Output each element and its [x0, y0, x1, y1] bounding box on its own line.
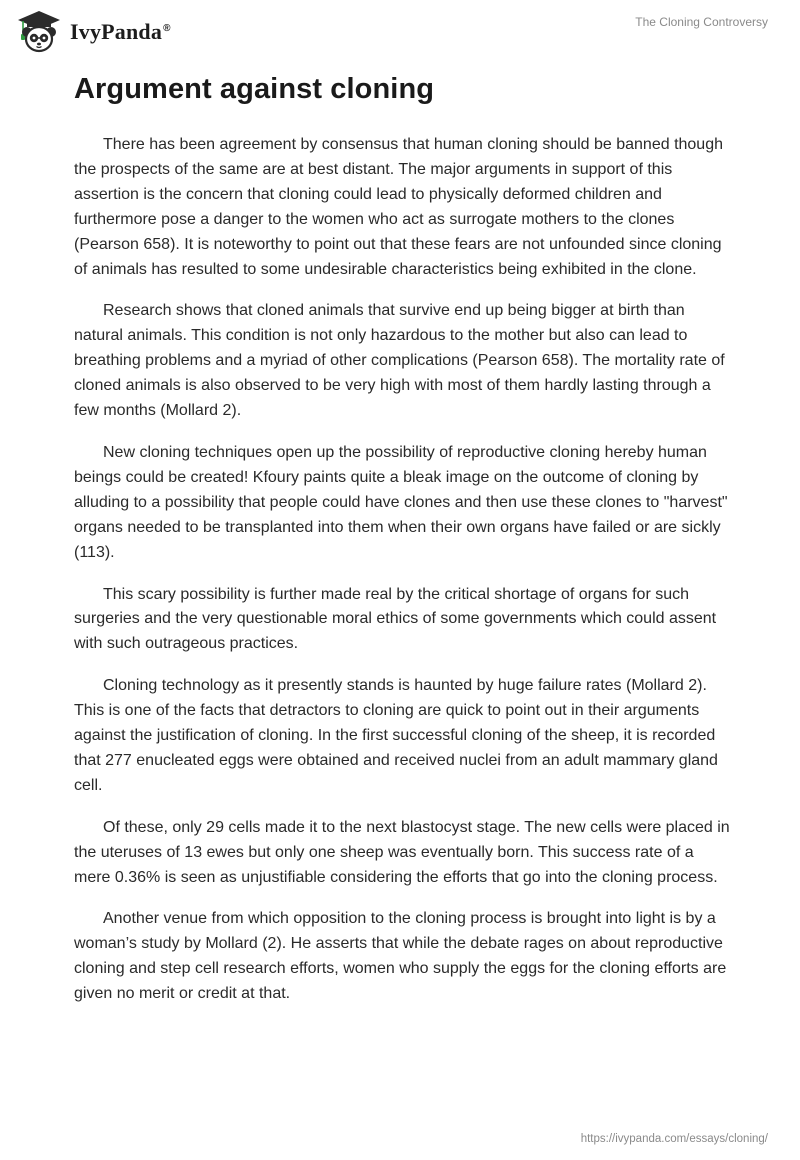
page-header: [0, 0, 800, 60]
page-title: Argument against cloning: [74, 73, 435, 105]
paragraph: Of these, only 29 cells made it to the next blastocyst stage. The new cells were placed in the uteruses of 13 ewes but only one sheep was eventually born. This success rate of a mere 0.36% is seen as unjustifiable considering the efforts that go into the cloning process.: [74, 818, 730, 886]
paragraph: This scary possibility is further made real by the critical shortage of organs for such surgeries and the very questionable moral ethics of some governments which could assent with such outrageous practices.: [74, 585, 717, 653]
paragraph: New cloning techniques open up the possibility of reproductive cloning hereby human beings could be created! Kfoury paints quite a bleak image on the outcome of cloning by alluding to a possibility that people could have clones and then use these clones to "harvest" organs needed to be transplanted into them when their own organs have failed or are sickly (113).: [74, 443, 728, 561]
panda-graduate-icon: [14, 8, 64, 54]
paragraph: Cloning technology as it presently stands is haunted by huge failure rates (Mollard 2). This is one of the facts that detractors to cloning are quick to point out in their arguments against the justification of cloning. In the first successful cloning of the sheep, it is recorded that 277 enucleated eggs were obtained and received nuclei from an adult mammary gland cell.: [74, 677, 718, 794]
running-title: The Cloning Controversy: [635, 15, 768, 29]
paragraph: There has been agreement by consensus that human cloning should be banned though the prospects of the same are at best distant. The major arguments in support of this assertion is the concern that cloning could lead to physically deformed children and furthermore pose a danger to the women who act as surrogate mothers to the clones (Pearson 658). It is noteworthy to point out that these fears are not unfounded since cloning of animals has resulted to some undesirable characteristics being exhibited in the clone.: [74, 136, 723, 278]
registered-mark: ®: [163, 22, 171, 34]
brand-name: IvyPanda®: [70, 19, 171, 44]
ivypanda-logo[interactable]: [14, 8, 171, 54]
source-url[interactable]: https://ivypanda.com/essays/cloning/: [580, 1133, 768, 1145]
paragraph: Another venue from which opposition to the cloning process is brought into light is by a woman’s study by Mollard (2). He asserts that while the debate rages on about reproductive cloning and step cell research efforts, women who supply the eggs for the cloning efforts are given no merit or credit at that.: [74, 910, 727, 1003]
essay-body: [74, 133, 734, 1024]
paragraph: Research shows that cloned animals that survive end up being bigger at birth than natural animals. This condition is not only hazardous to the mother but also can lead to breathing problems and a myriad of other complications (Pearson 658). The mortality rate of cloned animals is also observed to be very high with most of them hardly lasting through a few months (Mollard 2).: [74, 302, 725, 420]
